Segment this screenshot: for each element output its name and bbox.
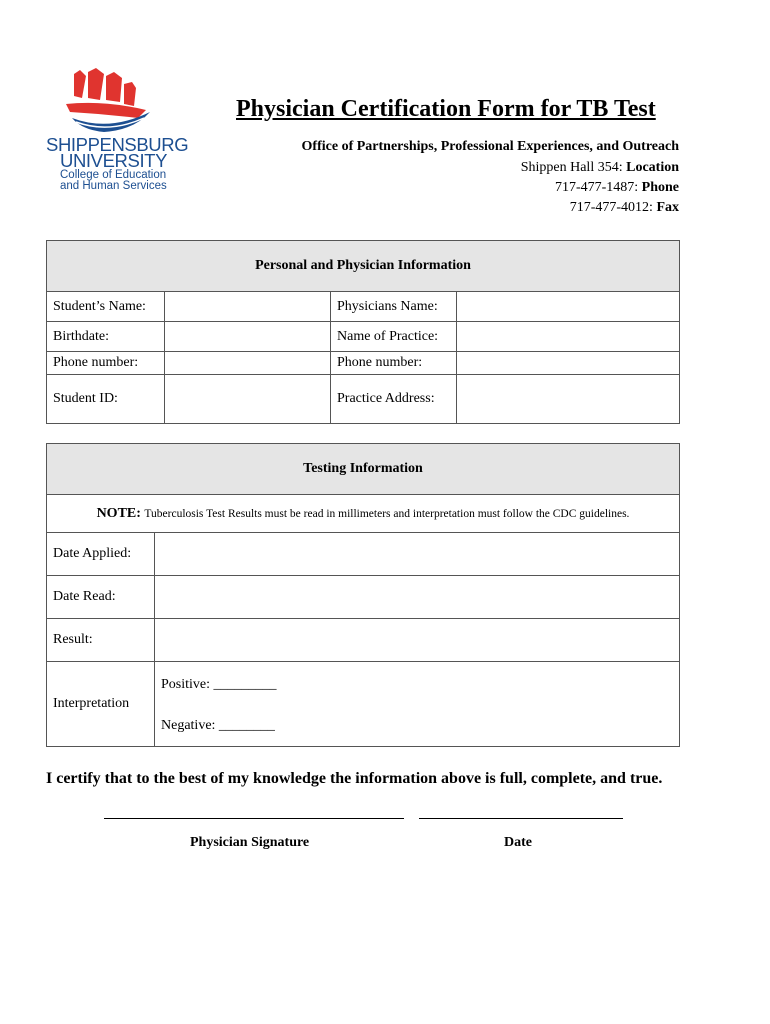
testing-info-table bbox=[46, 443, 680, 747]
date-signature-line[interactable] bbox=[419, 818, 623, 819]
date-read-field[interactable] bbox=[155, 576, 680, 619]
date-applied-field[interactable] bbox=[155, 533, 680, 576]
student-name-field[interactable] bbox=[165, 292, 331, 322]
note-label: NOTE: bbox=[96, 505, 141, 521]
student-phone-label: Phone number: bbox=[47, 352, 165, 375]
fax-value: 717-477-4012: bbox=[569, 200, 653, 215]
logo-line-shippensburg: SHIPPENSBURG bbox=[46, 134, 189, 155]
fax-label: Fax bbox=[656, 200, 679, 215]
testing-section-heading: Testing Information bbox=[47, 444, 680, 495]
office-fax bbox=[570, 200, 679, 216]
date-read-label: Date Read: bbox=[47, 576, 155, 619]
physician-phone-label: Phone number: bbox=[331, 352, 457, 375]
physician-signature-label: Physician Signature bbox=[190, 835, 310, 850]
birthdate-label: Birthdate: bbox=[47, 322, 165, 352]
practice-name-field[interactable] bbox=[457, 322, 680, 352]
birthdate-field[interactable] bbox=[165, 322, 331, 352]
interpretation-label: Interpretation bbox=[47, 662, 155, 747]
office-name: Office of Partnerships, Professional Experiences, and Outreach bbox=[301, 139, 679, 154]
location-label: Location bbox=[626, 160, 679, 175]
practice-address-field[interactable] bbox=[457, 375, 680, 424]
personal-section-heading: Personal and Physician Information bbox=[47, 241, 680, 292]
certification-statement: I certify that to the best of my knowledge the information above is full, complete, and true. bbox=[46, 770, 663, 787]
student-name-label: Student’s Name: bbox=[47, 292, 165, 322]
physician-signature-line[interactable] bbox=[104, 818, 404, 819]
result-label: Result: bbox=[47, 619, 155, 662]
date-label: Date bbox=[504, 835, 532, 850]
positive-option[interactable]: Positive: _________ bbox=[161, 677, 277, 692]
date-applied-label: Date Applied: bbox=[47, 533, 155, 576]
location-value: Shippen Hall 354: bbox=[520, 160, 623, 175]
result-field[interactable] bbox=[155, 619, 680, 662]
logo-line-services: and Human Services bbox=[60, 180, 167, 192]
negative-option[interactable]: Negative: ________ bbox=[161, 718, 275, 733]
physician-name-field[interactable] bbox=[457, 292, 680, 322]
personal-info-table bbox=[46, 240, 680, 424]
note-text: Tuberculosis Test Results must be read in millimeters and interpretation must follow the CDC guidelines. bbox=[144, 507, 630, 520]
physician-name-label: Physicians Name: bbox=[331, 292, 457, 322]
office-phone bbox=[555, 180, 679, 196]
phone-label: Phone bbox=[641, 180, 679, 195]
physician-phone-field[interactable] bbox=[457, 352, 680, 375]
student-id-label: Student ID: bbox=[47, 375, 165, 424]
ship-icon bbox=[64, 66, 154, 134]
phone-value: 717-477-1487: bbox=[554, 180, 639, 195]
page-title: Physician Certification Form for TB Test bbox=[236, 96, 656, 122]
university-logo bbox=[46, 66, 196, 196]
logo-line-college: College of Education bbox=[60, 169, 167, 181]
practice-address-label: Practice Address: bbox=[331, 375, 457, 424]
note-row bbox=[47, 495, 680, 533]
student-phone-field[interactable] bbox=[165, 352, 331, 375]
practice-name-label: Name of Practice: bbox=[331, 322, 457, 352]
interpretation-field bbox=[155, 662, 680, 747]
logo-line-university: UNIVERSITY bbox=[60, 150, 168, 171]
office-location bbox=[521, 160, 679, 176]
student-id-field[interactable] bbox=[165, 375, 331, 424]
